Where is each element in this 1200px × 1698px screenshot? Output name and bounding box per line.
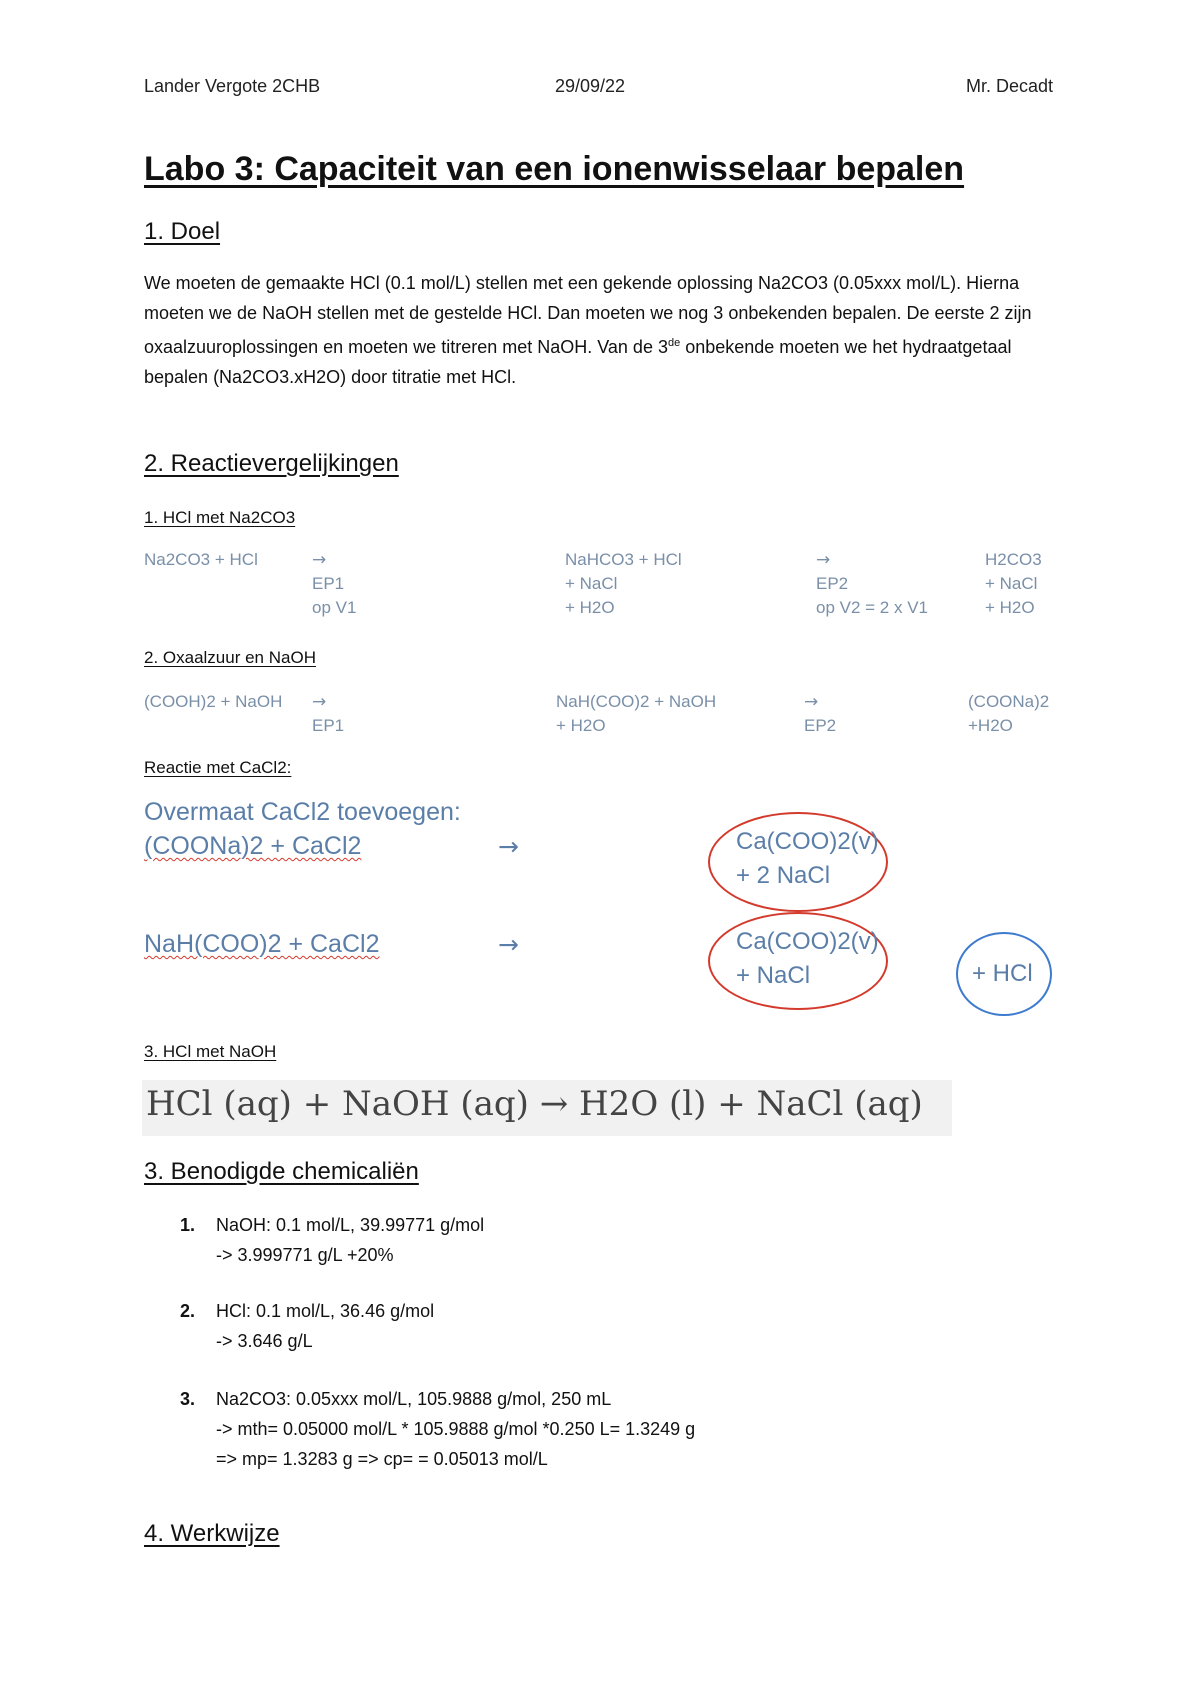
eq2-product-h2o: +H2O — [968, 716, 1013, 735]
cacl-intro: Overmaat CaCl2 toevoegen: — [144, 798, 461, 826]
eq1-arrow-1: → — [312, 550, 327, 570]
eq1-intermediate: NaHCO3 + HCl — [565, 550, 682, 569]
eq1-intermediate-h2o: + H2O — [565, 598, 615, 617]
cacl-reaction-2 — [144, 930, 379, 959]
sub-hcl-naoh: 3. HCl met NaOH — [144, 1042, 277, 1061]
section-chemicalien-heading: 3. Benodigde chemicaliën — [144, 1158, 419, 1185]
doel-text-1: We moeten de gemaakte HCl (0.1 mol/L) stellen met een gekende oplossing Na2CO3 (0.05xxx mol/L). Hierna moeten we de NaOH stellen met de gestelde HCl. Dan moeten we nog 3 onbekenden bepalen. De eerste 2 zijn oxaalzuuroplossingen en moeten we titreren met NaOH. Van de 3 — [144, 273, 1032, 357]
eq2-ep1: EP1 — [312, 716, 345, 735]
section-werkwijze-heading: 4. Werkwijze — [144, 1520, 280, 1547]
sub-hcl-na2co3: 1. HCl met Na2CO3 — [144, 508, 296, 527]
list-item-1-number: 1. — [180, 1215, 196, 1235]
eq2-product: (COONa)2 — [968, 692, 1050, 711]
cacl-product-2b: + NaCl — [736, 962, 811, 989]
cacl-product-2a: Ca(COO)2(v) — [736, 928, 879, 955]
doel-sup: de — [667, 337, 681, 349]
eq1-opv1: op V1 — [312, 598, 357, 617]
list-item-2-number: 2. — [180, 1301, 196, 1321]
eq1-arrow-2: → — [816, 550, 831, 570]
eq2-ep2: EP2 — [804, 716, 837, 735]
header-author: Lander Vergote 2CHB — [144, 76, 321, 96]
eq1-opv2: op V2 = 2 x V1 — [816, 598, 928, 617]
page-title: Labo 3: Capaciteit van een ionenwisselaar bepalen — [144, 150, 965, 188]
list-item-1-line2: -> 3.999771 g/L +20% — [216, 1245, 394, 1265]
eq2-arrow-1: → — [312, 692, 327, 712]
list-item-2-line2: -> 3.646 g/L — [216, 1331, 313, 1351]
eq1-ep2: EP2 — [816, 574, 849, 593]
cacl-product-hcl: + HCl — [972, 960, 1033, 987]
cacl-product-1a: Ca(COO)2(v) — [736, 828, 879, 855]
list-item-1-line1: NaOH: 0.1 mol/L, 39.99771 g/mol — [216, 1215, 485, 1235]
eq1-ep1: EP1 — [312, 574, 345, 593]
eq1-product-nacl: + NaCl — [985, 574, 1038, 593]
doel-paragraph — [144, 268, 1074, 392]
header-teacher: Mr. Decadt — [966, 76, 1054, 96]
cacl-reactant-2: NaH(COO)2 + CaCl2 — [144, 930, 380, 958]
section-doel-heading: 1. Doel — [144, 218, 221, 245]
doel-text-2: onbekende moeten we het hydraatgetaal bepalen (Na2CO3.xH2O) door titratie met HCl. — [144, 337, 1012, 387]
list-item-3-line2: -> mth= 0.05000 mol/L * 105.9888 g/mol *0.250 L= 1.3249 g — [216, 1419, 696, 1439]
eq1-product: H2CO3 — [985, 550, 1042, 569]
list-item-2-line1: HCl: 0.1 mol/L, 36.46 g/mol — [216, 1301, 435, 1321]
cacl-product-1b: + 2 NaCl — [736, 862, 831, 889]
product-ellipse-2 — [708, 912, 888, 1010]
cacl-reaction-1 — [144, 832, 361, 861]
eq2-arrow-2: → — [804, 692, 819, 712]
eq1-reactant: Na2CO3 + HCl — [144, 550, 258, 569]
eq1-product-h2o: + H2O — [985, 598, 1035, 617]
cacl-reactant-1: (COONa)2 + CaCl2 — [144, 832, 362, 860]
eq2-intermediate-h2o: + H2O — [556, 716, 606, 735]
header-date: 29/09/22 — [555, 76, 626, 96]
sub-oxaalzuur-naoh: 2. Oxaalzuur en NaOH — [144, 648, 316, 667]
eq2-reactant: (COOH)2 + NaOH — [144, 692, 283, 711]
cacl-arrow-1: → — [498, 832, 519, 861]
section-reactievergelijkingen-heading: 2. Reactievergelijkingen — [144, 450, 399, 477]
sub-reactie-cacl2: Reactie met CaCl2: — [144, 758, 292, 777]
list-item-3-number: 3. — [180, 1389, 196, 1409]
cacl-arrow-2: → — [498, 930, 519, 959]
big-equation: HCl (aq) + NaOH (aq) → H2O (l) + NaCl (aq) — [146, 1084, 923, 1124]
list-item-3-line1: Na2CO3: 0.05xxx mol/L, 105.9888 g/mol, 250 mL — [216, 1389, 612, 1409]
eq2-intermediate: NaH(COO)2 + NaOH — [556, 692, 717, 711]
list-item-3-line3: => mp= 1.3283 g => cp= = 0.05013 mol/L — [216, 1449, 548, 1469]
eq1-intermediate-nacl: + NaCl — [565, 574, 618, 593]
